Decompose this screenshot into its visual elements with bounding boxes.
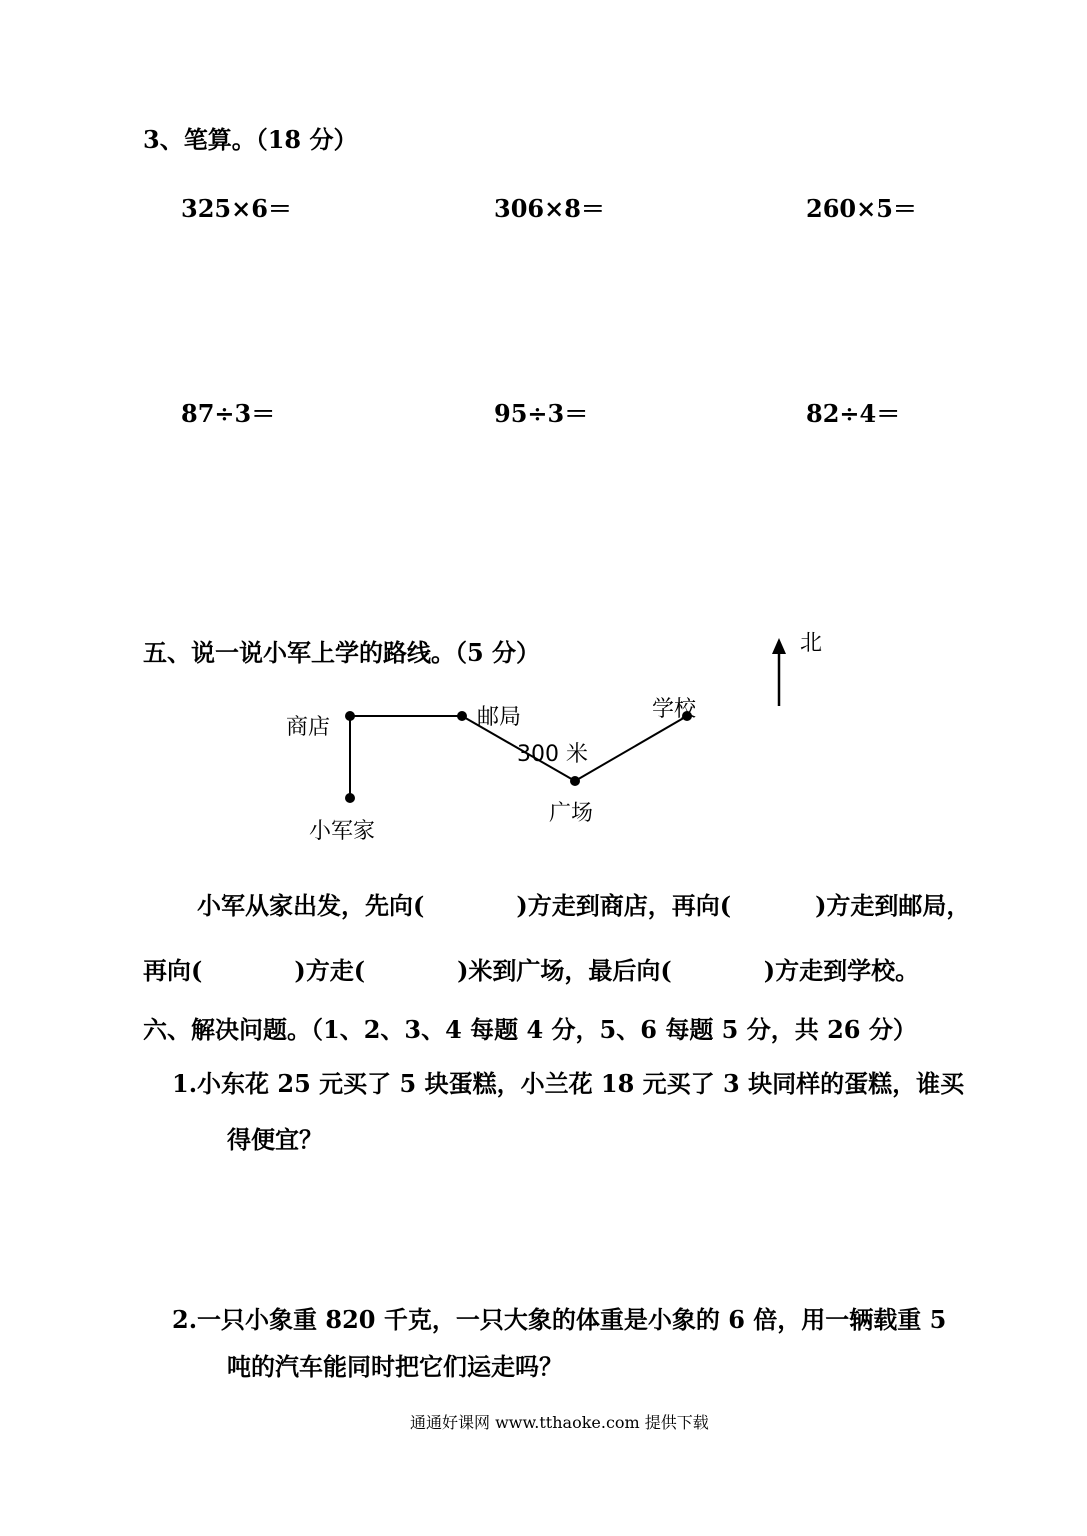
calc-item-5: 95÷3＝ xyxy=(494,399,589,428)
section-5-title: 五、说一说小军上学的路线。（5 分） xyxy=(143,638,541,667)
fill-text: )方走( xyxy=(294,956,366,985)
fill-text: )方走到学校。 xyxy=(763,956,920,985)
fill-text: 小军从家出发，先向( xyxy=(197,891,425,920)
square-point xyxy=(570,776,580,786)
fill-text: )方走到邮局， xyxy=(815,891,971,920)
question-2-line-1: 2.一只小象重 820 千克，一只大象的体重是小象的 6 倍，用一辆载重 5 xyxy=(172,1305,947,1334)
shop-point xyxy=(345,711,355,721)
calc-item-1: 325×6＝ xyxy=(181,194,292,223)
home-point xyxy=(345,793,355,803)
calc-item-2: 306×8＝ xyxy=(494,194,605,223)
calc-item-3: 260×5＝ xyxy=(806,194,917,223)
route-sentence-line-1 xyxy=(197,886,970,921)
post-office-label: 邮局 xyxy=(477,705,522,730)
footer-text: 通通好课网 www.tthaoke.com 提供下载 xyxy=(410,1413,709,1432)
north-label: 北 xyxy=(800,631,823,656)
route-sentence-line-2 xyxy=(143,951,919,986)
post-office-point xyxy=(457,711,467,721)
calc-item-4: 87÷3＝ xyxy=(181,399,276,428)
section-3-title: 3、笔算。（18 分） xyxy=(143,125,358,154)
distance-label: 300 米 xyxy=(517,742,588,767)
fill-text: 再向( xyxy=(143,956,203,985)
calc-item-6: 82÷4＝ xyxy=(806,399,901,428)
home-label: 小军家 xyxy=(309,819,376,844)
question-2-line-2: 吨的汽车能同时把它们运走吗？ xyxy=(227,1352,563,1381)
fill-text: )米到广场，最后向( xyxy=(457,956,672,985)
question-1-line-2: 得便宜？ xyxy=(227,1125,323,1154)
north-arrow-icon xyxy=(772,638,786,706)
question-1-line-1: 1.小东花 25 元买了 5 块蛋糕，小兰花 18 元买了 3 块同样的蛋糕，谁买 xyxy=(172,1069,965,1098)
section-6-title: 六、解决问题。（1、2、3、4 每题 4 分，5、6 每题 5 分，共 26 分） xyxy=(143,1015,917,1044)
school-label: 学校 xyxy=(652,697,697,722)
fill-text: )方走到商店，再向( xyxy=(516,891,732,920)
square-label: 广场 xyxy=(549,801,594,826)
shop-label: 商店 xyxy=(286,715,331,740)
